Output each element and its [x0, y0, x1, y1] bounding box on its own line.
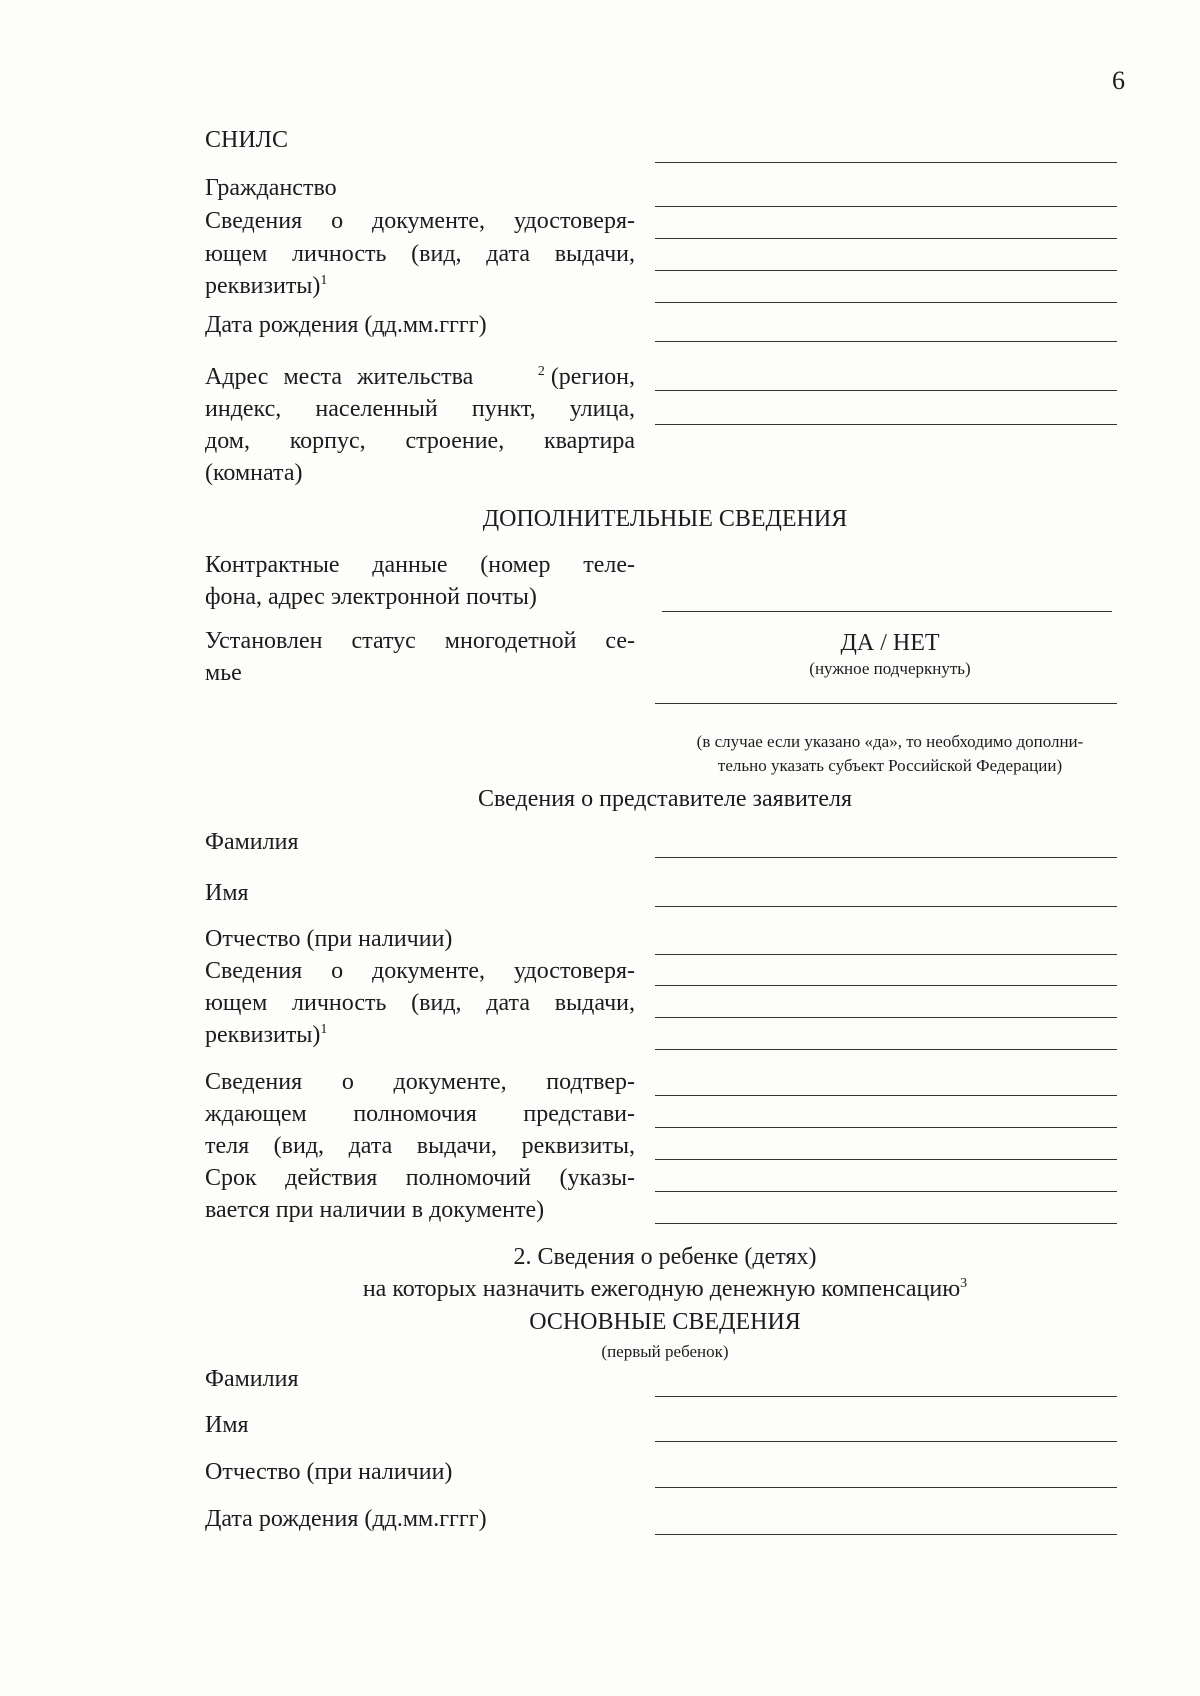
field-rep-surname[interactable]	[655, 857, 1117, 858]
label-id-doc-line-2: ющем личность (вид, дата выдачи,	[205, 241, 635, 267]
label-rep-name: Имя	[205, 880, 249, 906]
label-child-surname: Фамилия	[205, 1366, 299, 1392]
label-address-line-2: индекс, населенный пункт, улица,	[205, 396, 635, 422]
label-rep-patronymic: Отчество (при наличии)	[205, 926, 453, 952]
field-id-doc-1[interactable]	[655, 238, 1117, 239]
heading-representative: Сведения о представителе заявителя	[477, 786, 853, 812]
footnote-ref-1-rep: 1	[320, 1022, 328, 1037]
heading-main-info: ОСНОВНЫЕ СВЕДЕНИЯ	[529, 1309, 801, 1335]
field-child-name[interactable]	[655, 1441, 1117, 1442]
field-birth-date[interactable]	[655, 341, 1117, 342]
label-large-family-line-2: мье	[205, 660, 242, 686]
field-id-doc-3[interactable]	[655, 302, 1117, 303]
field-contacts[interactable]	[662, 611, 1112, 612]
label-rep-surname: Фамилия	[205, 829, 299, 855]
field-child-patronymic[interactable]	[655, 1487, 1117, 1488]
field-snils[interactable]	[655, 162, 1117, 163]
note-line-2: тельно указать субъект Российской Федерации)	[717, 756, 1063, 775]
field-rep-authority-2[interactable]	[655, 1127, 1117, 1128]
label-id-doc-line-1: Сведения о документе, удостоверя-	[205, 208, 635, 234]
field-address-1[interactable]	[655, 390, 1117, 391]
yes-no-choice[interactable]: ДА / НЕТ	[840, 630, 940, 656]
label-contacts-line-1: Контрактные данные (номер теле-	[205, 552, 635, 578]
field-rep-name[interactable]	[655, 906, 1117, 907]
field-rep-id-doc-2[interactable]	[655, 1017, 1117, 1018]
label-rep-id-doc-line-2: ющем личность (вид, дата выдачи,	[205, 990, 635, 1016]
label-rep-id-doc-line-3: реквизиты)$^1$	[205, 1022, 328, 1048]
field-rep-authority-4[interactable]	[655, 1191, 1117, 1192]
label-rep-authority-line-3: теля (вид, дата выдачи, реквизиты,	[205, 1133, 635, 1159]
subheading-first-child: (первый ребенок)	[601, 1342, 729, 1361]
underline-hint: (нужное подчеркнуть)	[809, 659, 971, 678]
footnote-ref-3: 3	[960, 1276, 968, 1291]
field-address-2[interactable]	[655, 424, 1117, 425]
note-line-1: (в случае если указано «да», то необходимо дополни-	[696, 732, 1084, 751]
label-contacts-line-2: фона, адрес электронной почты)	[205, 584, 537, 610]
label-rep-id-doc-line-1: Сведения о документе, удостоверя-	[205, 958, 635, 984]
field-child-surname[interactable]	[655, 1396, 1117, 1397]
field-child-birth-date[interactable]	[655, 1534, 1117, 1535]
field-id-doc-2[interactable]	[655, 270, 1117, 271]
field-rep-id-doc-1[interactable]	[655, 985, 1117, 986]
label-rep-authority-line-1: Сведения о документе, подтвер-	[205, 1069, 635, 1095]
label-id-doc-line-3: реквизиты)$^1$	[205, 273, 328, 299]
heading-additional-info: ДОПОЛНИТЕЛЬНЫЕ СВЕДЕНИЯ	[482, 506, 848, 532]
label-snils: СНИЛС	[205, 127, 288, 153]
label-child-birth-date: Дата рождения (дд.мм.гггг)	[205, 1506, 487, 1532]
label-address-line-1: Адрес места жительства $^2$ (регион,	[205, 364, 635, 390]
label-large-family-line-1: Установлен статус многодетной се-	[205, 628, 635, 654]
label-address-line-4: (комната)	[205, 460, 303, 486]
label-rep-authority-line-5: вается при наличии в документе)	[205, 1197, 545, 1223]
field-federal-subject[interactable]	[655, 703, 1117, 704]
field-rep-patronymic[interactable]	[655, 954, 1117, 955]
field-rep-authority-5[interactable]	[655, 1223, 1117, 1224]
footnote-ref-1: 1	[320, 273, 328, 288]
field-rep-id-doc-3[interactable]	[655, 1049, 1117, 1050]
label-child-name: Имя	[205, 1412, 249, 1438]
label-rep-authority-line-2: ждающем полномочия представи-	[205, 1101, 635, 1127]
label-birth-date: Дата рождения (дд.мм.гггг)	[205, 312, 487, 338]
field-rep-authority-1[interactable]	[655, 1095, 1117, 1096]
label-address-line-3: дом, корпус, строение, квартира	[205, 428, 635, 454]
label-child-patronymic: Отчество (при наличии)	[205, 1459, 453, 1485]
field-citizenship[interactable]	[655, 206, 1117, 207]
page-number: 6	[1112, 66, 1125, 95]
field-rep-authority-3[interactable]	[655, 1159, 1117, 1160]
label-citizenship: Гражданство	[205, 175, 337, 201]
label-rep-authority-line-4: Срок действия полномочий (указы-	[205, 1165, 635, 1191]
footnote-ref-2: 2	[537, 364, 545, 379]
heading-children: 2. Сведения о ребенке (детях)	[513, 1244, 817, 1270]
heading-children-compensation: на которых назначить ежегодную денежную компенсацию$^3$	[362, 1276, 968, 1302]
